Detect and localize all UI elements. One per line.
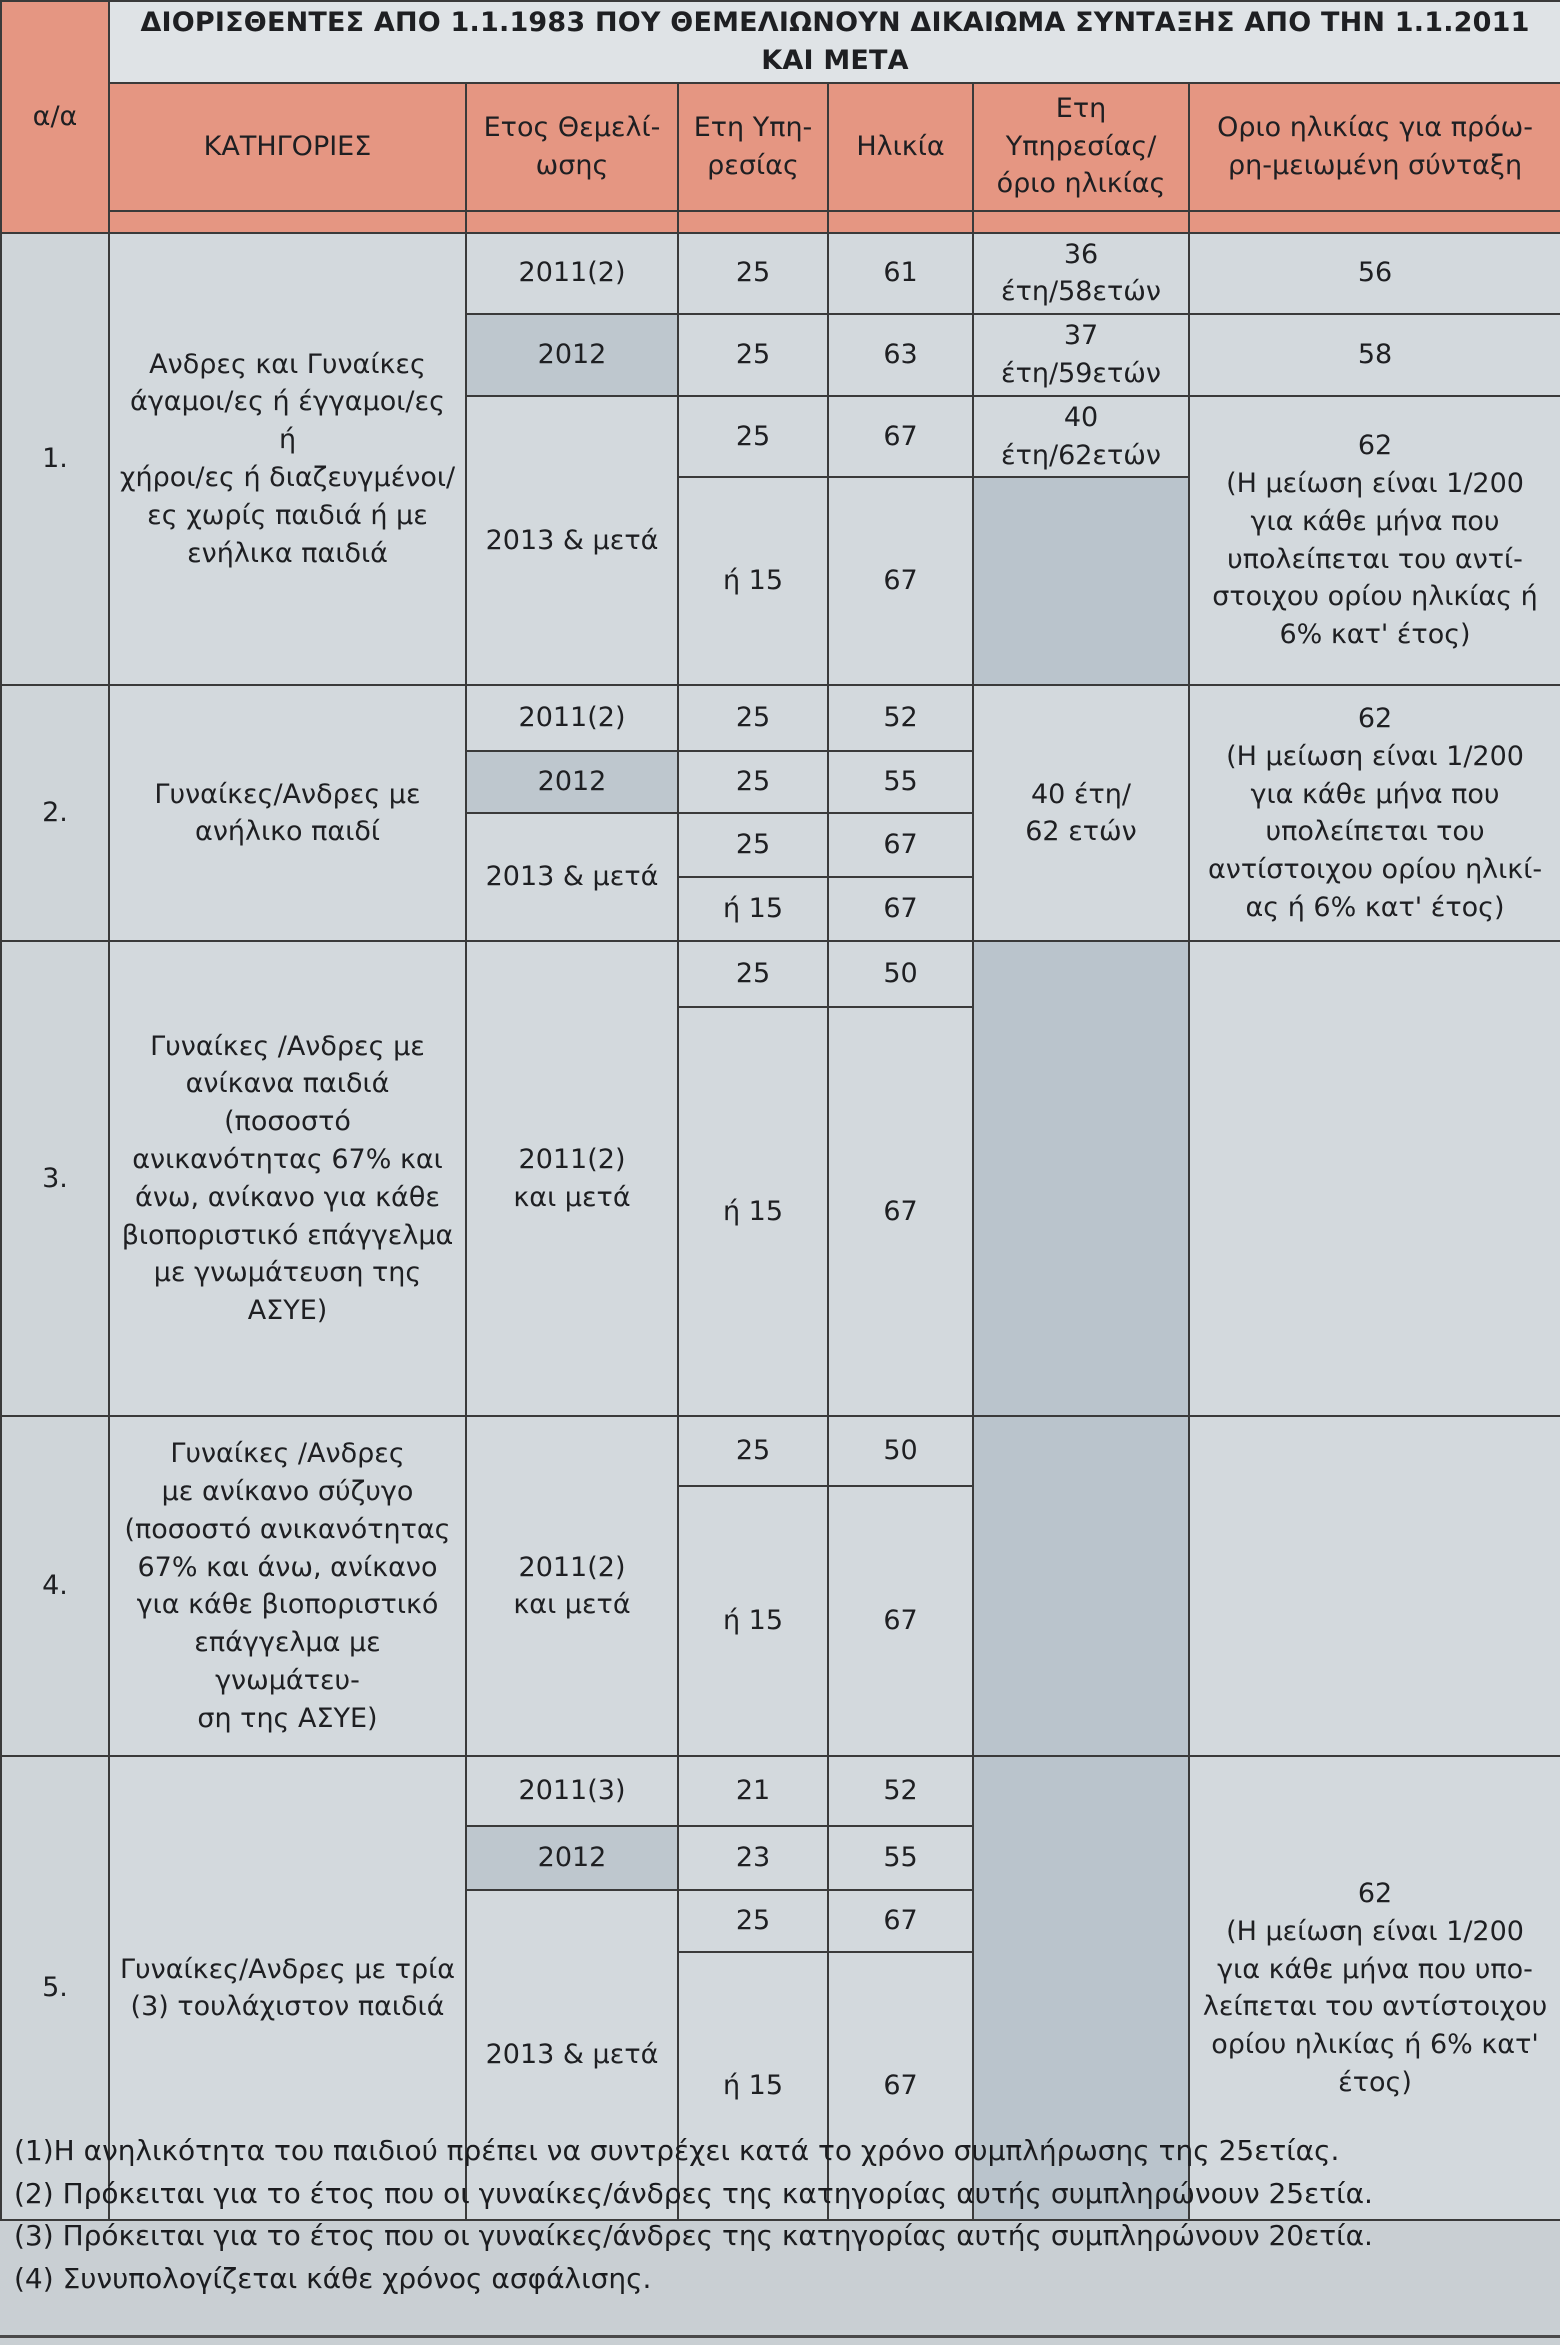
age-cell: 52 (828, 1756, 973, 1826)
header-age: Ηλικία (828, 83, 973, 211)
year-cell: 2012 (466, 751, 678, 813)
year-cell: 2013 & μετά (466, 1890, 678, 2220)
category-cell: Ανδρες και Γυναίκες άγαμοι/ες ή έγγαμοι/ες ή χήροι/ες ή διαζευγμένοι/ ες χωρίς παιδιά ή με ενήλικα παιδιά (109, 233, 466, 686)
limit-cell: 62 (Η μείωση είναι 1/200 για κάθε μήνα που υπολείπεται του αντί- στοιχου ορίου ηλικίας ή 6% κατ' έτος) (1189, 396, 1560, 686)
service-cell: 25 (678, 314, 828, 396)
service-cell: 25 (678, 685, 828, 751)
service-age-cell: 37 έτη/59ετών (973, 314, 1189, 396)
service-cell: ή 15 (678, 1952, 828, 2220)
footnote: (1)Η ανηλικότητα του παιδιού πρέπει να συντρέχει κατά το χρόνο συμπλήρωσης της 25ετίας. (14, 2134, 1340, 2167)
footnote: (3) Πρόκειται για το έτος που οι γυναίκες/άνδρες της κατηγορίας αυτής συμπληρώνουν 20ετία. (14, 2219, 1373, 2253)
service-cell: 25 (678, 1890, 828, 1952)
header-age-limit: Οριο ηλικίας για πρόω- ρη-μειωμένη σύνταξη (1189, 83, 1560, 211)
age-cell: 67 (828, 1890, 973, 1952)
service-cell: ή 15 (678, 477, 828, 685)
age-cell: 52 (828, 685, 973, 751)
service-cell: 25 (678, 1416, 828, 1486)
year-cell: 2011(2) και μετά (466, 1416, 678, 1756)
year-cell: 2013 & μετά (466, 813, 678, 941)
row-number: 2. (1, 685, 109, 941)
service-cell: 25 (678, 813, 828, 877)
year-cell: 2011(2) (466, 685, 678, 751)
service-cell: 25 (678, 751, 828, 813)
service-cell: ή 15 (678, 1007, 828, 1416)
age-cell: 63 (828, 314, 973, 396)
header-service-age: Ετη Υπηρεσίας/ όριο ηλικίας (973, 83, 1189, 211)
age-cell: 67 (828, 1952, 973, 2220)
age-cell: 67 (828, 477, 973, 685)
age-cell: 50 (828, 941, 973, 1007)
age-cell: 55 (828, 751, 973, 813)
year-cell: 2012 (466, 314, 678, 396)
age-cell: 67 (828, 1007, 973, 1416)
table-row (1, 1416, 1560, 1486)
service-age-cell: 36 έτη/58ετών (973, 233, 1189, 315)
age-cell: 67 (828, 1486, 973, 1756)
table-row (1, 1756, 1560, 1826)
aa-header: α/α (1, 1, 109, 233)
service-cell: 25 (678, 941, 828, 1007)
table-row (1, 941, 1560, 1007)
year-cell: 2011(3) (466, 1756, 678, 1826)
header-categories: ΚΑΤΗΓΟΡΙΕΣ (109, 83, 466, 211)
service-cell: 25 (678, 396, 828, 478)
bottom-rule (0, 2335, 1560, 2338)
year-cell: 2013 & μετά (466, 396, 678, 686)
year-cell: 2011(2) και μετά (466, 941, 678, 1416)
limit-cell: 62 (Η μείωση είναι 1/200 για κάθε μήνα που υπο- λείπεται του αντίστοιχου ορίου ηλικίας ή 6% κατ' έτος) (1189, 1756, 1560, 2220)
service-age-cell: 40 έτη/ 62 ετών (973, 685, 1189, 941)
category-cell: Γυναίκες /Ανδρες με ανίκανο σύζυγο (ποσοστό ανικανότητας 67% και άνω, ανίκανο για κάθε βιοποριστικό επάγγελμα με γνωμάτευ- ση της ΑΣΥΕ) (109, 1416, 466, 1756)
row-number: 4. (1, 1416, 109, 1756)
footnote: (4) Συνυπολογίζεται κάθε χρόνος ασφάλισης. (14, 2261, 652, 2295)
service-cell: 25 (678, 233, 828, 315)
header-year: Ετος Θεμελί- ωσης (466, 83, 678, 211)
row-number: 3. (1, 941, 109, 1416)
footnotes (14, 2130, 1373, 2300)
service-cell: 21 (678, 1756, 828, 1826)
age-cell: 50 (828, 1416, 973, 1486)
age-cell: 67 (828, 813, 973, 877)
limit-cell: 56 (1189, 233, 1560, 315)
service-cell: ή 15 (678, 1486, 828, 1756)
year-cell: 2011(2) (466, 233, 678, 315)
age-cell: 67 (828, 396, 973, 478)
table-row (1, 233, 1560, 315)
service-cell: ή 15 (678, 877, 828, 941)
service-age-cell: 40 έτη/62ετών (973, 396, 1189, 478)
table-title: ΔΙΟΡΙΣΘΕΝΤΕΣ ΑΠΟ 1.1.1983 ΠΟΥ ΘΕΜΕΛΙΩΝΟΥΝ ΔΙΚΑΙΩΜΑ ΣΥΝΤΑΞΗΣ ΑΠΟ ΤΗΝ 1.1.2011 ΚΑΙ ΜΕΤΑ (109, 1, 1560, 83)
service-cell: 23 (678, 1826, 828, 1890)
row-number: 1. (1, 233, 109, 686)
age-cell: 61 (828, 233, 973, 315)
category-cell: Γυναίκες /Ανδρες με ανίκανα παιδιά (ποσοστό ανικανότητας 67% και άνω, ανίκανο για κάθε βιοποριστικό επάγγελμα με γνωμάτευση της ΑΣΥΕ) (109, 941, 466, 1416)
category-cell: Γυναίκες/Ανδρες με τρία (3) τουλάχιστον παιδιά (109, 1756, 466, 2220)
year-cell: 2012 (466, 1826, 678, 1890)
limit-cell: 62 (Η μείωση είναι 1/200 για κάθε μήνα που υπολείπεται του αντίστοιχου ορίου ηλικί- ας ή 6% κατ' έτος) (1189, 685, 1560, 941)
limit-cell: 58 (1189, 314, 1560, 396)
category-cell: Γυναίκες/Ανδρες με ανήλικο παιδί (109, 685, 466, 941)
header-service: Ετη Υπη- ρεσίας (678, 83, 828, 211)
age-cell: 55 (828, 1826, 973, 1890)
footnote: (2) Πρόκειται για το έτος που οι γυναίκες/άνδρες της κατηγορίας αυτής συμπληρώνουν 25ετία. (14, 2176, 1373, 2210)
row-number: 5. (1, 1756, 109, 2220)
age-cell: 67 (828, 877, 973, 941)
table-row (1, 685, 1560, 751)
